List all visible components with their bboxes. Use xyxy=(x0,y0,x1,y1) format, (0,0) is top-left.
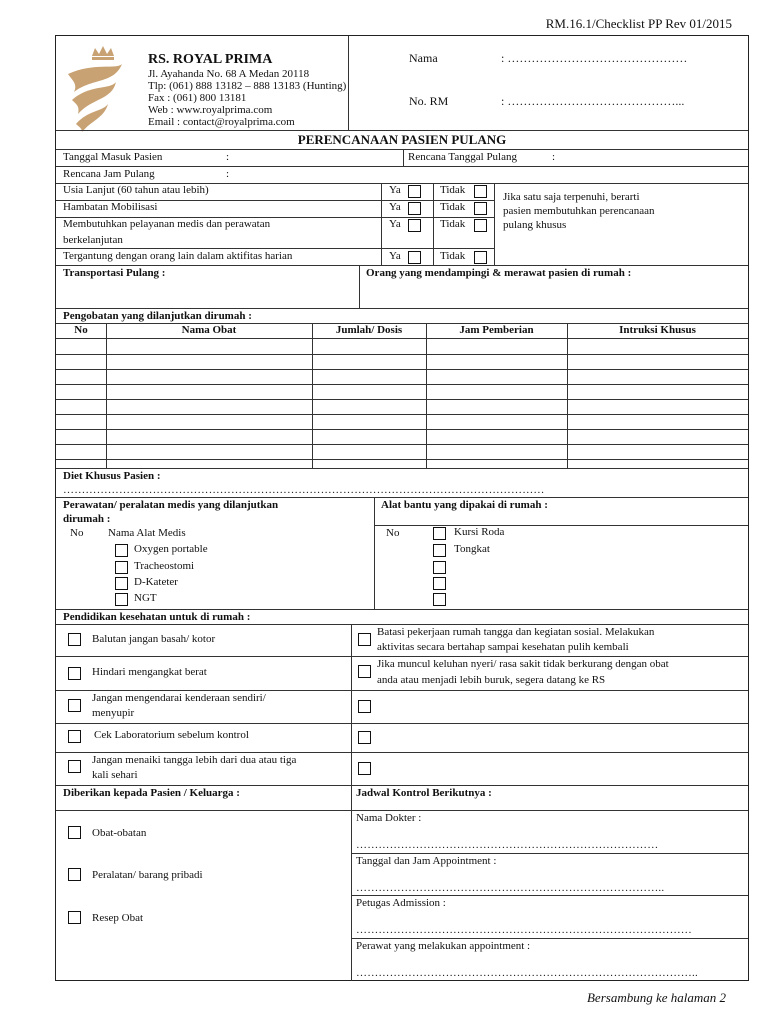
yes-label: Ya xyxy=(389,218,401,230)
criteria-elderly-no-checkbox[interactable] xyxy=(474,185,487,198)
medication-label: Pengobatan yang dilanjutkan dirumah : xyxy=(63,310,252,322)
equipment-no-header: No xyxy=(70,527,84,539)
criteria-dependent-no-checkbox[interactable] xyxy=(474,251,487,264)
criteria-continued-care-cont: berkelanjutan xyxy=(63,234,123,246)
edu-extra1-checkbox[interactable] xyxy=(358,700,371,713)
medical-record-label: No. RM xyxy=(409,94,449,108)
tracheostomy-checkbox[interactable] xyxy=(115,561,128,574)
hospital-fax: Fax : (061) 800 13181 xyxy=(148,92,247,104)
med-column-divider xyxy=(567,323,568,468)
hospital-name: RS. ROYAL PRIMA xyxy=(148,52,273,67)
hospital-logo xyxy=(64,44,136,134)
equipment-name-header: Nama Alat Medis xyxy=(108,527,186,539)
med-column-divider xyxy=(312,323,313,468)
discharge-planning-form xyxy=(55,35,749,981)
edu-stairs-checkbox[interactable] xyxy=(68,760,81,773)
criteria-mobility-yes-checkbox[interactable] xyxy=(408,202,421,215)
equipment-tracheostomy: Tracheostomi xyxy=(134,560,195,572)
form-title: PERENCANAAN PASIEN PULANG xyxy=(297,132,507,147)
given-belongings: Peralatan/ barang pribadi xyxy=(92,869,203,881)
hospital-address: Jl. Ayahanda No. 68 A Medan 20118 xyxy=(148,68,310,80)
patient-name-field[interactable]: : ……………………………………… xyxy=(501,51,688,65)
doctor-name-label: Nama Dokter : xyxy=(356,812,422,824)
med-row-divider xyxy=(56,338,748,339)
edu-stairs-cont: kali sehari xyxy=(92,769,138,781)
given-medicine-checkbox[interactable] xyxy=(68,826,81,839)
appointment-nurse-field[interactable]: ……………………………………………………………………………….. xyxy=(356,967,698,979)
oxygen-checkbox[interactable] xyxy=(115,544,128,557)
no-label: Tidak xyxy=(440,201,466,213)
edu-lab-checkbox[interactable] xyxy=(68,730,81,743)
criteria-dependent-yes-checkbox[interactable] xyxy=(408,251,421,264)
med-header-instructions: Intruksi Khusus xyxy=(619,324,696,336)
appointment-label: Tanggal dan Jam Appointment : xyxy=(356,855,497,867)
edu-wound: Balutan jangan basah/ kotor xyxy=(92,633,216,645)
edu-wound-checkbox[interactable] xyxy=(68,633,81,646)
edu-pain-checkbox[interactable] xyxy=(358,665,371,678)
med-header-name: Nama Obat xyxy=(181,324,237,336)
med-row-divider xyxy=(56,444,748,445)
doctor-name-field[interactable]: ……………………………………………………………………… xyxy=(356,839,659,851)
aids-label: Alat bantu yang dipakai di rumah : xyxy=(381,499,548,511)
criteria-dependent: Tergantung dengan orang lain dalam aktifitas harian xyxy=(63,250,293,262)
medical-record-field[interactable]: : ……………………………………... xyxy=(501,94,685,108)
ngt-checkbox[interactable] xyxy=(115,593,128,606)
med-row-divider xyxy=(56,414,748,415)
continued-note: Bersambung ke halaman 2 xyxy=(586,990,726,1005)
edu-lifting-checkbox[interactable] xyxy=(68,667,81,680)
edu-pain-cont: anda atau menjadi lebih buruk, segera datang ke RS xyxy=(377,674,606,686)
equipment-catheter: D-Kateter xyxy=(134,576,178,588)
wheelchair-checkbox[interactable] xyxy=(433,527,446,540)
criteria-continued-care: Membutuhkan pelayanan medis dan perawatan xyxy=(63,218,271,230)
med-header-dose: Jumlah/ Dosis xyxy=(335,324,403,336)
no-label: Tidak xyxy=(440,250,466,262)
hospital-phone: Tlp: (061) 888 13182 – 888 13183 (Hunting) xyxy=(148,80,347,92)
med-header-no: No xyxy=(74,324,88,336)
given-prescription: Resep Obat xyxy=(92,912,144,924)
edu-activity-checkbox[interactable] xyxy=(358,633,371,646)
companion-label: Orang yang mendampingi & merawat pasien di rumah : xyxy=(366,267,632,279)
given-medicine: Obat-obatan xyxy=(92,827,147,839)
equipment-ngt: NGT xyxy=(134,592,157,604)
med-row-divider xyxy=(56,354,748,355)
aid-extra2-checkbox[interactable] xyxy=(433,577,446,590)
given-label: Diberikan kepada Pasien / Keluarga : xyxy=(63,787,240,799)
edu-extra2-checkbox[interactable] xyxy=(358,731,371,744)
edu-driving-cont: menyupir xyxy=(92,707,135,719)
diet-label: Diet Khusus Pasien : xyxy=(63,470,161,482)
transport-label: Transportasi Pulang : xyxy=(63,267,166,279)
schedule-label: Jadwal Kontrol Berikutnya : xyxy=(356,787,492,799)
criteria-mobility-no-checkbox[interactable] xyxy=(474,202,487,215)
no-label: Tidak xyxy=(440,218,466,230)
planned-discharge-date-label: Rencana Tanggal Pulang xyxy=(408,151,517,163)
edu-driving-checkbox[interactable] xyxy=(68,699,81,712)
edu-lab: Cek Laboratorium sebelum kontrol xyxy=(94,729,249,741)
planned-discharge-date-colon[interactable]: : xyxy=(552,151,556,163)
edu-lifting: Hindari mengangkat berat xyxy=(92,666,207,678)
document-code: RM.16.1/Checklist PP Rev 01/2015 xyxy=(545,16,732,31)
edu-activity: Batasi pekerjaan rumah tangga dan kegiatan sosial. Melakukan xyxy=(377,626,655,638)
criteria-mobility: Hambatan Mobilisasi xyxy=(63,201,158,213)
edu-pain: Jika muncul keluhan nyeri/ rasa sakit tidak berkurang dengan obat xyxy=(377,658,669,670)
med-column-divider xyxy=(426,323,427,468)
med-row-divider xyxy=(56,459,748,460)
criteria-care-no-checkbox[interactable] xyxy=(474,219,487,232)
yes-label: Ya xyxy=(389,250,401,262)
appointment-field[interactable]: ……………………………………………………………………….. xyxy=(356,882,665,894)
aid-extra1-checkbox[interactable] xyxy=(433,561,446,574)
given-belongings-checkbox[interactable] xyxy=(68,868,81,881)
med-row-divider xyxy=(56,429,748,430)
med-column-divider xyxy=(106,323,107,468)
admission-date-label: Tanggal Masuk Pasien xyxy=(63,151,163,163)
criteria-note-line2: pasien membutuhkan perencanaan xyxy=(503,205,655,217)
diet-field[interactable]: ………………………………………………………………………………………………………………… xyxy=(63,484,545,496)
edu-activity-cont: aktivitas secara bertahap sampai kesehatan pulih kembali xyxy=(377,641,629,653)
catheter-checkbox[interactable] xyxy=(115,577,128,590)
aid-cane: Tongkat xyxy=(454,543,490,555)
criteria-note-line3: pulang khusus xyxy=(503,219,567,231)
admission-officer-field[interactable]: ……………………………………………………………………………… xyxy=(356,924,692,936)
planned-discharge-time-colon[interactable]: : xyxy=(226,168,230,180)
no-label: Tidak xyxy=(440,184,466,196)
patient-name-label: Nama xyxy=(409,51,438,65)
criteria-elderly-yes-checkbox[interactable] xyxy=(408,185,421,198)
hospital-email: Email : contact@royalprima.com xyxy=(148,116,295,128)
yes-label: Ya xyxy=(389,184,401,196)
education-label: Pendidikan kesehatan untuk di rumah : xyxy=(63,611,251,623)
planned-discharge-time-label: Rencana Jam Pulang xyxy=(63,168,155,180)
med-header-time: Jam Pemberian xyxy=(459,324,534,336)
equipment-label-cont: dirumah : xyxy=(63,513,111,525)
aids-no-header: No xyxy=(386,527,400,539)
criteria-elderly: Usia Lanjut (60 tahun atau lebih) xyxy=(63,184,209,196)
admission-officer-label: Petugas Admission : xyxy=(356,897,446,909)
med-row-divider xyxy=(56,369,748,370)
aid-wheelchair: Kursi Roda xyxy=(454,526,505,538)
equipment-label: Perawatan/ peralatan medis yang dilanjutkan xyxy=(63,499,279,511)
med-row-divider xyxy=(56,399,748,400)
aid-extra3-checkbox[interactable] xyxy=(433,593,446,606)
admission-date-colon[interactable]: : xyxy=(226,151,230,163)
criteria-note-line1: Jika satu saja terpenuhi, berarti xyxy=(503,191,640,203)
yes-label: Ya xyxy=(389,201,401,213)
med-row-divider xyxy=(56,384,748,385)
edu-extra3-checkbox[interactable] xyxy=(358,762,371,775)
hospital-web: Web : www.royalprima.com xyxy=(148,104,273,116)
appointment-nurse-label: Perawat yang melakukan appointment : xyxy=(356,940,531,952)
equipment-oxygen: Oxygen portable xyxy=(134,543,208,555)
edu-stairs: Jangan menaiki tangga lebih dari dua atau tiga xyxy=(92,754,297,766)
edu-driving: Jangan mengendarai kenderaan sendiri/ xyxy=(92,692,266,704)
cane-checkbox[interactable] xyxy=(433,544,446,557)
criteria-care-yes-checkbox[interactable] xyxy=(408,219,421,232)
given-prescription-checkbox[interactable] xyxy=(68,911,81,924)
